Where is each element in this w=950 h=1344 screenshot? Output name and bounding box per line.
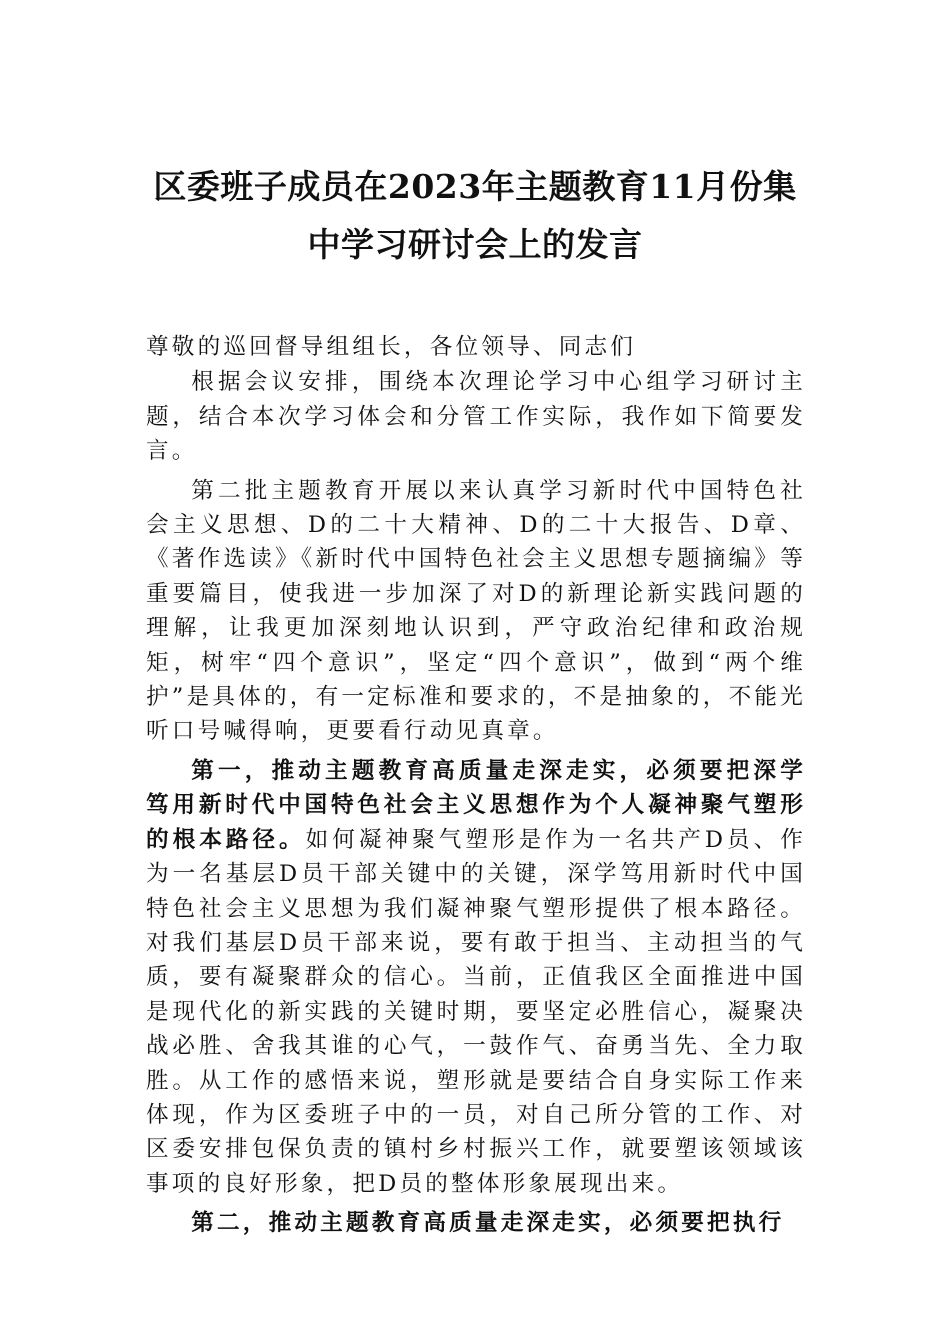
document-body — [146, 330, 806, 1241]
paragraph-study-text: 第二批主题教育开展以来认真学习新时代中国特色社会主义思想、D的二十大精神、D的二十大报告、D章、《著作选读》《新时代中国特色社会主义思想专题摘编》等重要篇目，使我进一步加深了对D的新理论新实践问题的理解，让我更加深刻地认识到，严守政治纪律和政治规矩，树牢“四个意识”，坚定“四个意识”，做到“两个维护”是具体的，有一定标准和要求的，不是抽象的，不能光听口号喊得响，更要看行动见真章。 — [146, 477, 806, 745]
paragraph-intro-text: 根据会议安排，围绕本次理论学习中心组学习研讨主题，结合本次学习体会和分管工作实际，我作如下简要发言。 — [146, 369, 806, 465]
paragraph-study — [146, 474, 806, 749]
point-one-heading: 第一，推动主题教育高质量走深走实，必须要把深学笃用新时代中国特色社会主义思想作为个人凝神聚气塑形的根本路径。 — [146, 757, 806, 853]
salutation: 尊敬的巡回督导组组长，各位领导、同志们 — [146, 334, 637, 360]
paragraph-point-two — [146, 1206, 806, 1240]
paragraph-point-one — [146, 754, 806, 1201]
title-line-1: 区委班子成员在2023年主题教育11月份集 — [153, 167, 797, 206]
title-line-2: 中学习研讨会上的发言 — [307, 225, 643, 264]
document-title — [120, 158, 830, 274]
paragraph-intro — [146, 365, 806, 468]
point-two-heading: 第二，推动主题教育高质量走深走实，必须要把执行 — [191, 1210, 785, 1237]
point-one-text: 如何凝神聚气塑形是作为一名共产D员、作为一名基层D员干部关键中的关键，深学笃用新时代中国特色社会主义思想为我们凝神聚气塑形提供了根本路径。对我们基层D员干部来说，要有敢于担当、主动担当的气质，要有凝聚群众的信心。当前，正值我区全面推进中国是现代化的新实践的关键时期，要坚定必胜信心，凝聚决战必胜、舍我其谁的心气，一鼓作气、奋勇当先、全力取胜。从工作的感悟来说，塑形就是要结合自身实际工作来体现，作为区委班子中的一员，对自己所分管的工作、对区委安排包保负责的镇村乡村振兴工作，就要塑该领域该事项的良好形象，把D员的整体形象展现出来。 — [146, 826, 806, 1197]
